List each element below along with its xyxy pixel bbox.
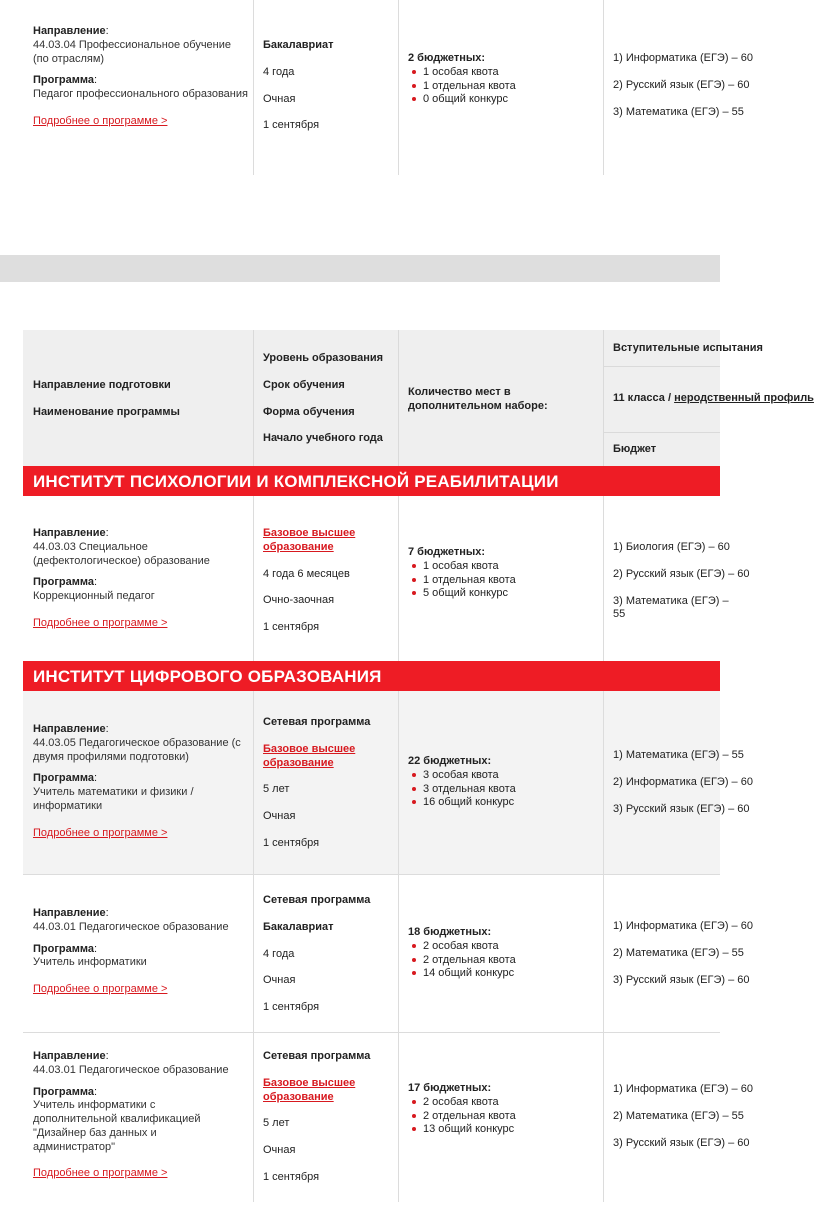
header-direction: Направление подготовки xyxy=(33,379,171,391)
table-header xyxy=(0,330,814,466)
exams-info xyxy=(613,541,750,622)
study-info xyxy=(263,894,393,1015)
exam-item: 1) Биология (ЕГЭ) – 60 xyxy=(613,541,730,553)
program-value: Учитель математики и физики / информатики xyxy=(33,786,194,812)
direction-value: 44.03.03 Специальное (дефектологическое) образование xyxy=(33,540,210,567)
study-info xyxy=(263,527,393,635)
exam-item: 1) Информатика (ЕГЭ) – 60 xyxy=(613,1083,753,1095)
program-info xyxy=(33,1050,248,1181)
exam-item: 3) Математика (ЕГЭ) – 55 xyxy=(613,105,744,118)
start-value: 1 сентября xyxy=(263,621,320,633)
program-value: Учитель информатики с дополнительной квалификацией "Дизайнер баз данных и администратор" xyxy=(33,1099,201,1153)
places-value: 17 бюджетных: xyxy=(408,1082,492,1094)
places-value: 18 бюджетных: xyxy=(408,926,492,938)
exam-item: 2) Информатика (ЕГЭ) – 60 xyxy=(613,775,753,788)
form-value: Очная xyxy=(263,974,296,987)
exam-item: 3) Русский язык (ЕГЭ) – 60 xyxy=(613,973,750,986)
quota-item: 5 общий конкурс xyxy=(408,587,598,601)
quota-list xyxy=(408,66,598,107)
direction-value: 44.03.04 Профессиональное обучение (по отраслям) xyxy=(33,38,232,65)
program-label: Программа: xyxy=(33,74,98,87)
quota-item: 1 особая квота xyxy=(408,66,598,80)
quota-item: 2 особая квота xyxy=(408,1096,598,1110)
quota-item: 14 общий конкурс xyxy=(408,967,598,981)
level-link[interactable]: Базовое высшее образование xyxy=(263,742,356,769)
quota-item: 0 общий конкурс xyxy=(408,93,598,107)
header-places: Количество мест в дополнительном наборе: xyxy=(408,386,548,412)
quota-item: 1 отдельная квота xyxy=(408,574,598,588)
header-exam-type: 11 класса / неродственный профиль xyxy=(613,392,814,404)
program-value: Коррекционный педагог xyxy=(33,590,155,602)
places-info xyxy=(408,755,598,810)
program-row-3 xyxy=(0,874,753,1032)
quota-item: 1 отдельная квота xyxy=(408,80,598,94)
network-value: Сетевая программа xyxy=(263,1050,371,1062)
quota-list xyxy=(408,940,598,981)
exams-info xyxy=(613,52,753,119)
more-link[interactable]: Подробнее о программе > xyxy=(33,983,168,995)
exam-item: 1) Информатика (ЕГЭ) – 60 xyxy=(613,920,753,932)
direction-label: Направление: xyxy=(33,527,109,539)
quota-item: 3 особая квота xyxy=(408,769,598,783)
places-value: 22 бюджетных: xyxy=(408,755,492,767)
quota-list xyxy=(408,769,598,810)
quota-item: 13 общий конкурс xyxy=(408,1123,598,1137)
program-label: Программа: xyxy=(33,942,98,955)
program-label: Программа: xyxy=(33,576,98,589)
program-label: Программа: xyxy=(33,1085,98,1098)
exam-item: 2) Математика (ЕГЭ) – 55 xyxy=(613,1109,744,1122)
more-link[interactable]: Подробнее о программе > xyxy=(33,616,168,629)
direction-label: Направление: xyxy=(33,25,109,37)
start-value: 1 сентября xyxy=(263,836,320,849)
start-value: 1 сентября xyxy=(263,1001,320,1013)
program-value: Учитель информатики xyxy=(33,956,147,969)
header-exam-link[interactable]: неродственный профиль xyxy=(674,392,814,404)
quota-item: 2 отдельная квота xyxy=(408,954,598,968)
study-info xyxy=(263,39,393,133)
institute-banner xyxy=(23,466,720,496)
form-value: Очная xyxy=(263,92,296,105)
quota-item: 1 особая квота xyxy=(408,560,598,574)
places-info xyxy=(408,926,598,981)
form-value: Очная xyxy=(263,810,296,822)
duration-value: 4 года 6 месяцев xyxy=(263,567,350,580)
direction-value: 44.03.05 Педагогическое образование (с двумя профилями подготовки) xyxy=(33,736,241,763)
institute-banner xyxy=(23,661,720,691)
quota-item: 3 отдельная квота xyxy=(408,783,598,797)
header-duration: Срок обучения xyxy=(263,378,345,391)
exam-item: 1) Информатика (ЕГЭ) – 60 xyxy=(613,52,753,64)
institute-title: ИНСТИТУТ ПСИХОЛОГИИ И КОМПЛЕКСНОЙ РЕАБИЛИТАЦИИ xyxy=(33,472,559,491)
level-link[interactable]: Базовое высшее образование xyxy=(263,1076,356,1103)
quota-list xyxy=(408,560,598,601)
direction-value: 44.03.01 Педагогическое образование xyxy=(33,1063,229,1076)
quota-item: 2 отдельная квота xyxy=(408,1110,598,1124)
program-row-2 xyxy=(0,691,753,874)
form-value: Очная xyxy=(263,1144,296,1156)
level-value: Бакалавриат xyxy=(263,39,334,51)
header-budget: Бюджет xyxy=(613,443,657,455)
places-value: 7 бюджетных: xyxy=(408,546,486,558)
exams-info xyxy=(613,920,753,987)
header-start: Начало учебного года xyxy=(263,432,383,445)
study-info xyxy=(263,1050,393,1185)
places-info xyxy=(408,1082,598,1137)
exams-info xyxy=(613,749,753,816)
program-row-0 xyxy=(0,0,753,175)
exam-item: 3) Русский язык (ЕГЭ) – 60 xyxy=(613,1136,750,1149)
exam-item: 3) Русский язык (ЕГЭ) – 60 xyxy=(613,802,750,815)
program-info xyxy=(33,25,248,129)
duration-value: 4 года xyxy=(263,65,295,78)
start-value: 1 сентября xyxy=(263,1170,320,1183)
form-value: Очно-заочная xyxy=(263,594,335,607)
more-link[interactable]: Подробнее о программе > xyxy=(33,826,168,839)
exam-item: 2) Русский язык (ЕГЭ) – 60 xyxy=(613,78,750,91)
level-link[interactable]: Базовое высшее образование xyxy=(263,527,356,553)
direction-label: Направление: xyxy=(33,723,109,735)
header-form: Форма обучения xyxy=(263,405,355,418)
duration-value: 4 года xyxy=(263,947,295,960)
duration-value: 5 лет xyxy=(263,783,290,796)
exam-item: 2) Математика (ЕГЭ) – 55 xyxy=(613,946,744,959)
duration-value: 5 лет xyxy=(263,1117,290,1130)
quota-item: 2 особая квота xyxy=(408,940,598,954)
program-info xyxy=(33,723,248,840)
program-info xyxy=(33,527,248,631)
header-exams: Вступительные испытания xyxy=(613,342,763,354)
study-info xyxy=(263,716,393,851)
level-value: Бакалавриат xyxy=(263,920,334,933)
program-label: Программа: xyxy=(33,772,98,785)
program-row-4 xyxy=(0,1032,753,1226)
exam-item: 2) Русский язык (ЕГЭ) – 60 xyxy=(613,567,750,580)
program-value: Педагог профессионального образования xyxy=(33,88,248,100)
header-col-study xyxy=(263,352,393,446)
exam-item: 55 xyxy=(613,608,626,621)
places-info xyxy=(408,546,598,601)
exam-item: 1) Математика (ЕГЭ) – 55 xyxy=(613,749,744,761)
network-value: Сетевая программа xyxy=(263,716,371,728)
start-value: 1 сентября xyxy=(263,119,320,132)
program-info xyxy=(33,907,248,997)
direction-label: Направление: xyxy=(33,1050,109,1062)
more-link[interactable]: Подробнее о программе > xyxy=(33,1167,168,1180)
header-col-direction xyxy=(33,379,248,420)
places-value: 2 бюджетных: xyxy=(408,52,486,64)
quota-item: 16 общий конкурс xyxy=(408,796,598,810)
exams-info xyxy=(613,1083,753,1150)
quota-list xyxy=(408,1096,598,1137)
section-divider xyxy=(0,255,720,282)
institute-title: ИНСТИТУТ ЦИФРОВОГО ОБРАЗОВАНИЯ xyxy=(33,667,382,686)
more-link[interactable]: Подробнее о программе > xyxy=(33,114,168,127)
exam-item: 3) Математика (ЕГЭ) – xyxy=(613,594,729,607)
header-level: Уровень образования xyxy=(263,352,384,364)
direction-label: Направление: xyxy=(33,907,109,919)
program-row-1 xyxy=(0,496,750,661)
direction-value: 44.03.01 Педагогическое образование xyxy=(33,920,229,933)
network-value: Сетевая программа xyxy=(263,894,371,906)
places-info xyxy=(408,52,598,107)
header-program: Наименование программы xyxy=(33,405,180,418)
